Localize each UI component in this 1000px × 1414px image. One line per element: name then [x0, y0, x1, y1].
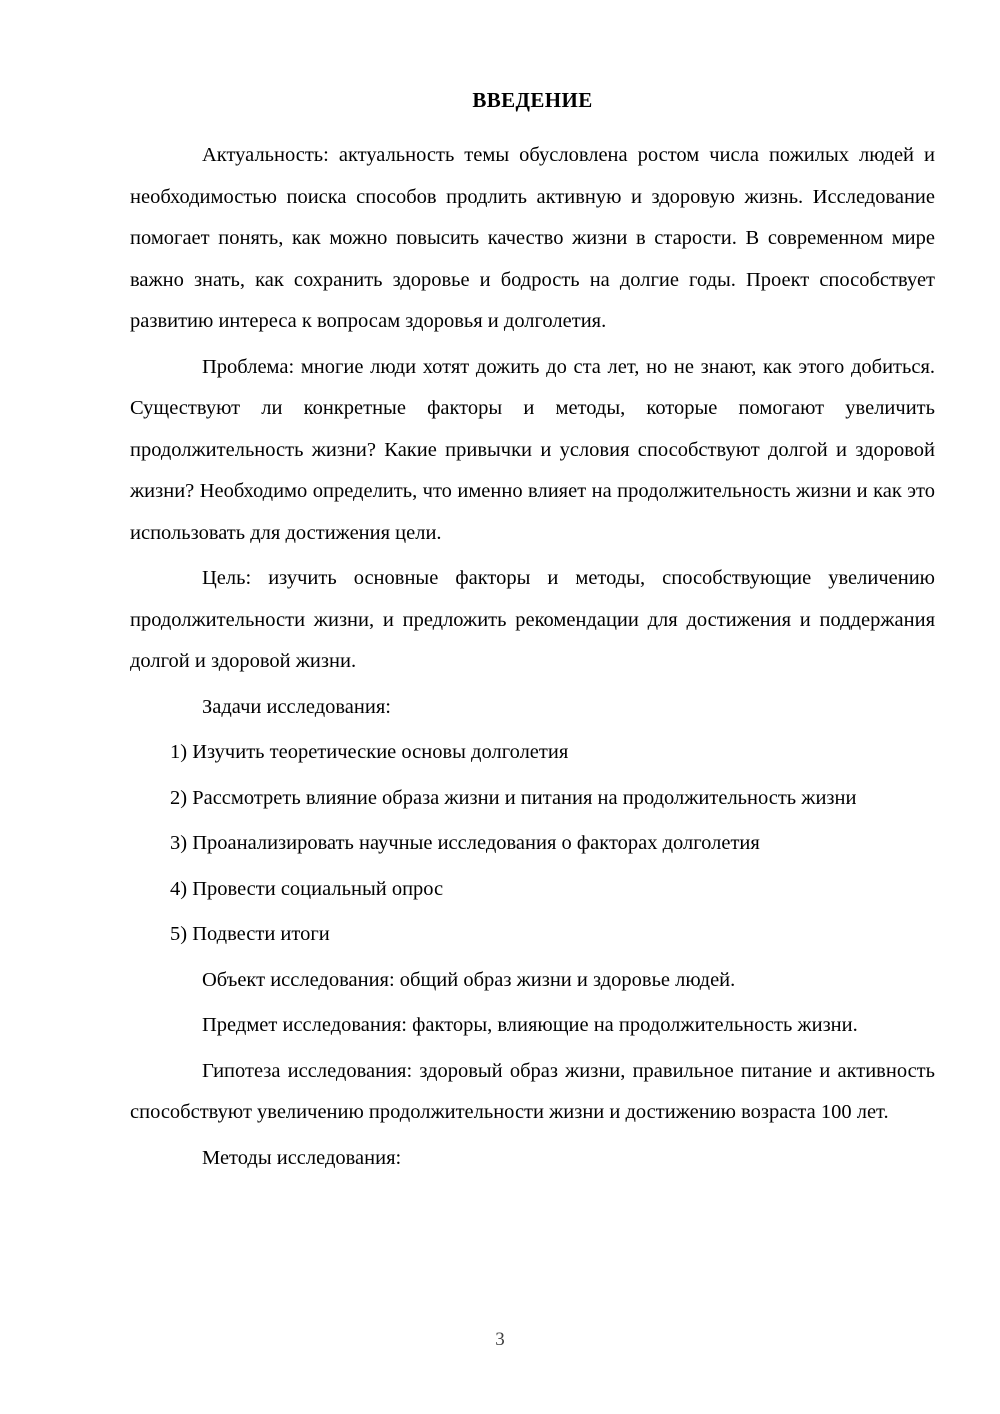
paragraph-problem: Проблема: многие люди хотят дожить до ста лет, но не знают, как этого добиться. Существуют ли конкретные факторы и методы, которые помогают увеличить продолжительность жизни? Какие привычки и условия способствуют долгой и здоровой жизни? Необходимо определить, что именно влияет на продолжительность жизни и как это использовать для достижения цели.: [130, 355, 935, 544]
list-item: 2) Рассмотреть влияние образа жизни и питания на продолжительность жизни: [170, 786, 857, 809]
list-item: 5) Подвести итоги: [170, 923, 330, 946]
page-title: ВВЕДЕНИЕ: [472, 88, 593, 112]
paragraph-object: Объект исследования: общий образ жизни и здоровье людей.: [202, 968, 736, 991]
heading-methods: Методы исследования:: [202, 1146, 402, 1169]
list-item: 3) Проанализировать научные исследования о факторах долголетия: [170, 832, 760, 855]
paragraph-hypothesis: Гипотеза исследования: здоровый образ жизни, правильное питание и активность способствуют увеличению продолжительности жизни и достижению возраста 100 лет.: [130, 1059, 935, 1124]
heading-tasks: Задачи исследования:: [202, 695, 391, 718]
paragraph-subject: Предмет исследования: факторы, влияющие на продолжительность жизни.: [202, 1014, 858, 1037]
paragraph-relevance: Актуальность: актуальность темы обусловлена ростом числа пожилых людей и необходимостью поиска способов продлить активную и здоровую жизнь. Исследование помогает понять, как можно повысить качество жизни в старости. В современном мире важно знать, как сохранить здоровье и бодрость на долгие годы. Проект способствует развитию интереса к вопросам здоровья и долголетия.: [130, 144, 935, 333]
page-number: 3: [495, 1329, 505, 1350]
list-item: 4) Провести социальный опрос: [170, 877, 444, 900]
paragraph-goal: Цель: изучить основные факторы и методы, способствующие увеличению продолжительности жизни, и предложить рекомендации для достижения и поддержания долгой и здоровой жизни.: [130, 567, 935, 673]
list-item: 1) Изучить теоретические основы долголетия: [170, 741, 569, 764]
page-content: [130, 88, 935, 1179]
